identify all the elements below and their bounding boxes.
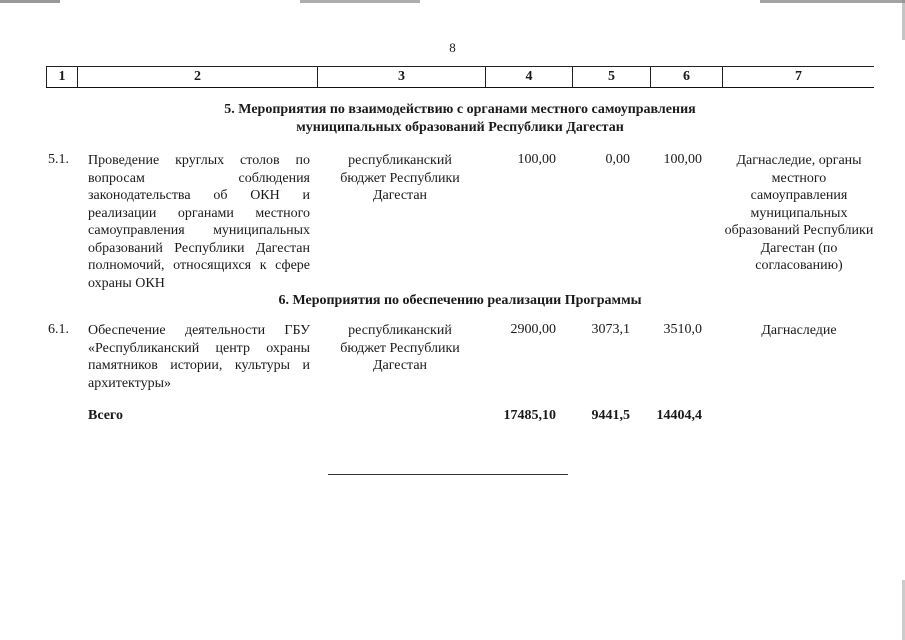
column-number-7: 7 — [795, 69, 802, 84]
column-number-header — [46, 66, 874, 88]
amount-col6: 100,00 — [663, 152, 702, 167]
amount-col5: 0,00 — [605, 152, 630, 167]
activity-name: Обеспечение деятельности ГБУ «Республиканский центр охраны памятников истории, культуры и архитектуры» — [88, 323, 310, 391]
amount-col6: 3510,0 — [663, 322, 702, 337]
total-col6: 14404,4 — [656, 408, 702, 423]
amount-col4: 2900,00 — [510, 322, 556, 337]
funding-source: республиканский бюджет Республики Дагестан — [340, 153, 460, 203]
executor: Дагнаследие, органы местного самоуправления муниципальных образований Республики Дагестан (по согласованию) — [724, 153, 874, 273]
end-separator-line — [328, 474, 568, 475]
page-number: 8 — [449, 40, 456, 55]
amount-col4: 100,00 — [517, 152, 556, 167]
row-number: 6.1. — [48, 322, 69, 337]
executor: Дагнаследие — [761, 323, 837, 338]
column-number-1: 1 — [46, 67, 78, 87]
column-number-5: 5 — [573, 67, 651, 87]
section-5-heading — [150, 101, 770, 137]
section-heading-line: 5. Мероприятия по взаимодействию с органами местного самоуправления — [224, 102, 696, 117]
column-number-2: 2 — [78, 67, 318, 87]
column-number-4: 4 — [486, 67, 573, 87]
column-number-3: 3 — [318, 67, 486, 87]
column-number-6: 6 — [651, 67, 723, 87]
total-label: Всего — [88, 408, 123, 423]
section-heading-line: 6. Мероприятия по обеспечению реализации Программы — [278, 293, 642, 308]
activity-name: Проведение круглых столов по вопросам соблюдения законодательства об ОКН и реализации органами местного самоуправления муниципальных образований Республики Дагестан полномочий, относящихся к сфере охраны ОКН — [88, 153, 310, 291]
section-6-heading — [150, 292, 770, 310]
amount-col5: 3073,1 — [591, 322, 630, 337]
scan-edge-top — [0, 0, 905, 3]
row-number: 5.1. — [48, 152, 69, 167]
total-col4: 17485,10 — [503, 408, 556, 423]
funding-source: республиканский бюджет Республики Дагестан — [340, 323, 460, 373]
section-heading-line: муниципальных образований Республики Дагестан — [296, 120, 624, 135]
total-col5: 9441,5 — [591, 408, 630, 423]
